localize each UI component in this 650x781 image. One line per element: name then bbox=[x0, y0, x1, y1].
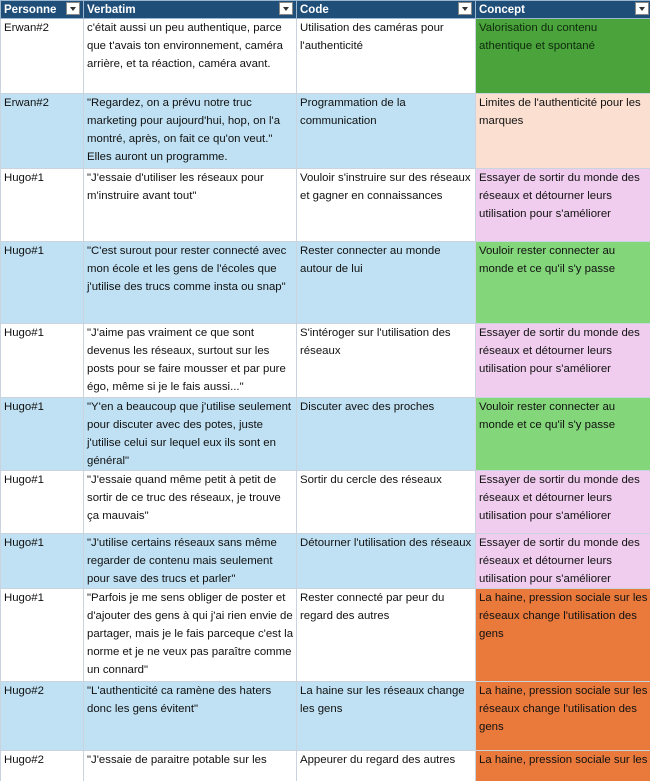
table-row bbox=[1, 169, 650, 242]
cell-personne[interactable]: Hugo#1 bbox=[1, 242, 84, 324]
filter-dropdown-icon[interactable] bbox=[66, 2, 80, 15]
cell-verbatim[interactable]: "J'essaie quand même petit à petit de sortir de ce truc des réseaux, je trouve ça mauvais" bbox=[84, 471, 297, 534]
filter-dropdown-icon[interactable] bbox=[458, 2, 472, 15]
table-row bbox=[1, 242, 650, 324]
cell-concept[interactable]: La haine, pression sociale sur les bbox=[476, 751, 650, 781]
cell-concept[interactable]: Limites de l'authenticité pour les marques bbox=[476, 94, 650, 169]
cell-personne[interactable]: Hugo#1 bbox=[1, 589, 84, 682]
header-label: Personne bbox=[4, 3, 57, 16]
table-row bbox=[1, 751, 650, 781]
table-row bbox=[1, 589, 650, 682]
cell-code[interactable]: Discuter avec des proches bbox=[297, 398, 476, 471]
cell-verbatim[interactable]: "J'aime pas vraiment ce que sont devenus les réseaux, surtout sur les posts pour se faire mousser et par pure égo, même si je le fais aussi..." bbox=[84, 324, 297, 398]
cell-personne[interactable]: Hugo#1 bbox=[1, 324, 84, 398]
cell-personne[interactable]: Hugo#1 bbox=[1, 398, 84, 471]
cell-verbatim[interactable]: c'était aussi un peu authentique, parce que t'avais ton environnement, caméra arrière, et ta réaction, caméra avant. bbox=[84, 19, 297, 94]
table-row bbox=[1, 324, 650, 398]
header-row bbox=[1, 1, 650, 19]
cell-personne[interactable]: Hugo#1 bbox=[1, 534, 84, 589]
cell-personne[interactable]: Erwan#2 bbox=[1, 94, 84, 169]
cell-code[interactable]: Vouloir s'instruire sur des réseaux et gagner en connaissances bbox=[297, 169, 476, 242]
cell-verbatim[interactable]: "Y'en a beaucoup que j'utilise seulement pour discuter avec des potes, juste j'utilise celui sur lequel eux ils sont en général" bbox=[84, 398, 297, 471]
cell-code[interactable]: Utilisation des caméras pour l'authenticité bbox=[297, 19, 476, 94]
table-row bbox=[1, 94, 650, 169]
cell-verbatim[interactable]: "Regardez, on a prévu notre truc marketing pour aujourd'hui, hop, on l'a montré, après, on fait ce qu'on veut." Elles auront un programme. bbox=[84, 94, 297, 169]
cell-code[interactable]: Rester connecter au monde autour de lui bbox=[297, 242, 476, 324]
header-personne[interactable] bbox=[1, 1, 84, 19]
cell-code[interactable]: Appeurer du regard des autres bbox=[297, 751, 476, 781]
cell-code[interactable]: S'intéroger sur l'utilisation des réseaux bbox=[297, 324, 476, 398]
cell-concept[interactable]: Essayer de sortir du monde des réseaux et détourner leurs utilisation pour s'améliorer bbox=[476, 324, 650, 398]
cell-code[interactable]: Programmation de la communication bbox=[297, 94, 476, 169]
table-row bbox=[1, 398, 650, 471]
table-row bbox=[1, 19, 650, 94]
cell-personne[interactable]: Hugo#2 bbox=[1, 751, 84, 781]
header-label: Verbatim bbox=[87, 3, 136, 16]
cell-verbatim[interactable]: "J'essaie de paraitre potable sur les bbox=[84, 751, 297, 781]
cell-code[interactable]: La haine sur les réseaux change les gens bbox=[297, 682, 476, 751]
cell-verbatim[interactable]: "J'essaie d'utiliser les réseaux pour m'instruire avant tout" bbox=[84, 169, 297, 242]
table-row bbox=[1, 471, 650, 534]
header-label: Code bbox=[300, 3, 329, 16]
header-label: Concept bbox=[479, 3, 525, 16]
cell-personne[interactable]: Hugo#2 bbox=[1, 682, 84, 751]
cell-concept[interactable]: Vouloir rester connecter au monde et ce qu'il s'y passe bbox=[476, 398, 650, 471]
header-verbatim[interactable] bbox=[84, 1, 297, 19]
cell-verbatim[interactable]: "L'authenticité ca ramène des haters donc les gens évitent" bbox=[84, 682, 297, 751]
cell-concept[interactable]: Essayer de sortir du monde des réseaux et détourner leurs utilisation pour s'améliorer bbox=[476, 534, 650, 589]
cell-code[interactable]: Rester connecté par peur du regard des autres bbox=[297, 589, 476, 682]
cell-concept[interactable]: Essayer de sortir du monde des réseaux et détourner leurs utilisation pour s'améliorer bbox=[476, 471, 650, 534]
table-row bbox=[1, 534, 650, 589]
cell-personne[interactable]: Hugo#1 bbox=[1, 169, 84, 242]
cell-verbatim[interactable]: "Parfois je me sens obliger de poster et d'ajouter des gens à qui j'ai rien envie de partager, mais je le fais parceque c'est la norme et je ne veux pas paraître comme un connard" bbox=[84, 589, 297, 682]
cell-code[interactable]: Détourner l'utilisation des réseaux bbox=[297, 534, 476, 589]
cell-verbatim[interactable]: "J'utilise certains réseaux sans même regarder de contenu mais seulement pour save des trucs et parler" bbox=[84, 534, 297, 589]
header-concept[interactable] bbox=[476, 1, 650, 19]
cell-concept[interactable]: Valorisation du contenu athentique et spontané bbox=[476, 19, 650, 94]
cell-personne[interactable]: Hugo#1 bbox=[1, 471, 84, 534]
table-row bbox=[1, 682, 650, 751]
cell-concept[interactable]: La haine, pression sociale sur les réseaux change l'utilisation des gens bbox=[476, 589, 650, 682]
cell-concept[interactable]: La haine, pression sociale sur les réseaux change l'utilisation des gens bbox=[476, 682, 650, 751]
cell-personne[interactable]: Erwan#2 bbox=[1, 19, 84, 94]
filter-dropdown-icon[interactable] bbox=[279, 2, 293, 15]
cell-verbatim[interactable]: "C'est surout pour rester connecté avec mon école et les gens de l'écoles que j'utilise des trucs comme insta ou snap" bbox=[84, 242, 297, 324]
cell-concept[interactable]: Essayer de sortir du monde des réseaux et détourner leurs utilisation pour s'améliorer bbox=[476, 169, 650, 242]
cell-code[interactable]: Sortir du cercle des réseaux bbox=[297, 471, 476, 534]
filter-dropdown-icon[interactable] bbox=[635, 2, 649, 15]
cell-concept[interactable]: Vouloir rester connecter au monde et ce qu'il s'y passe bbox=[476, 242, 650, 324]
header-code[interactable] bbox=[297, 1, 476, 19]
